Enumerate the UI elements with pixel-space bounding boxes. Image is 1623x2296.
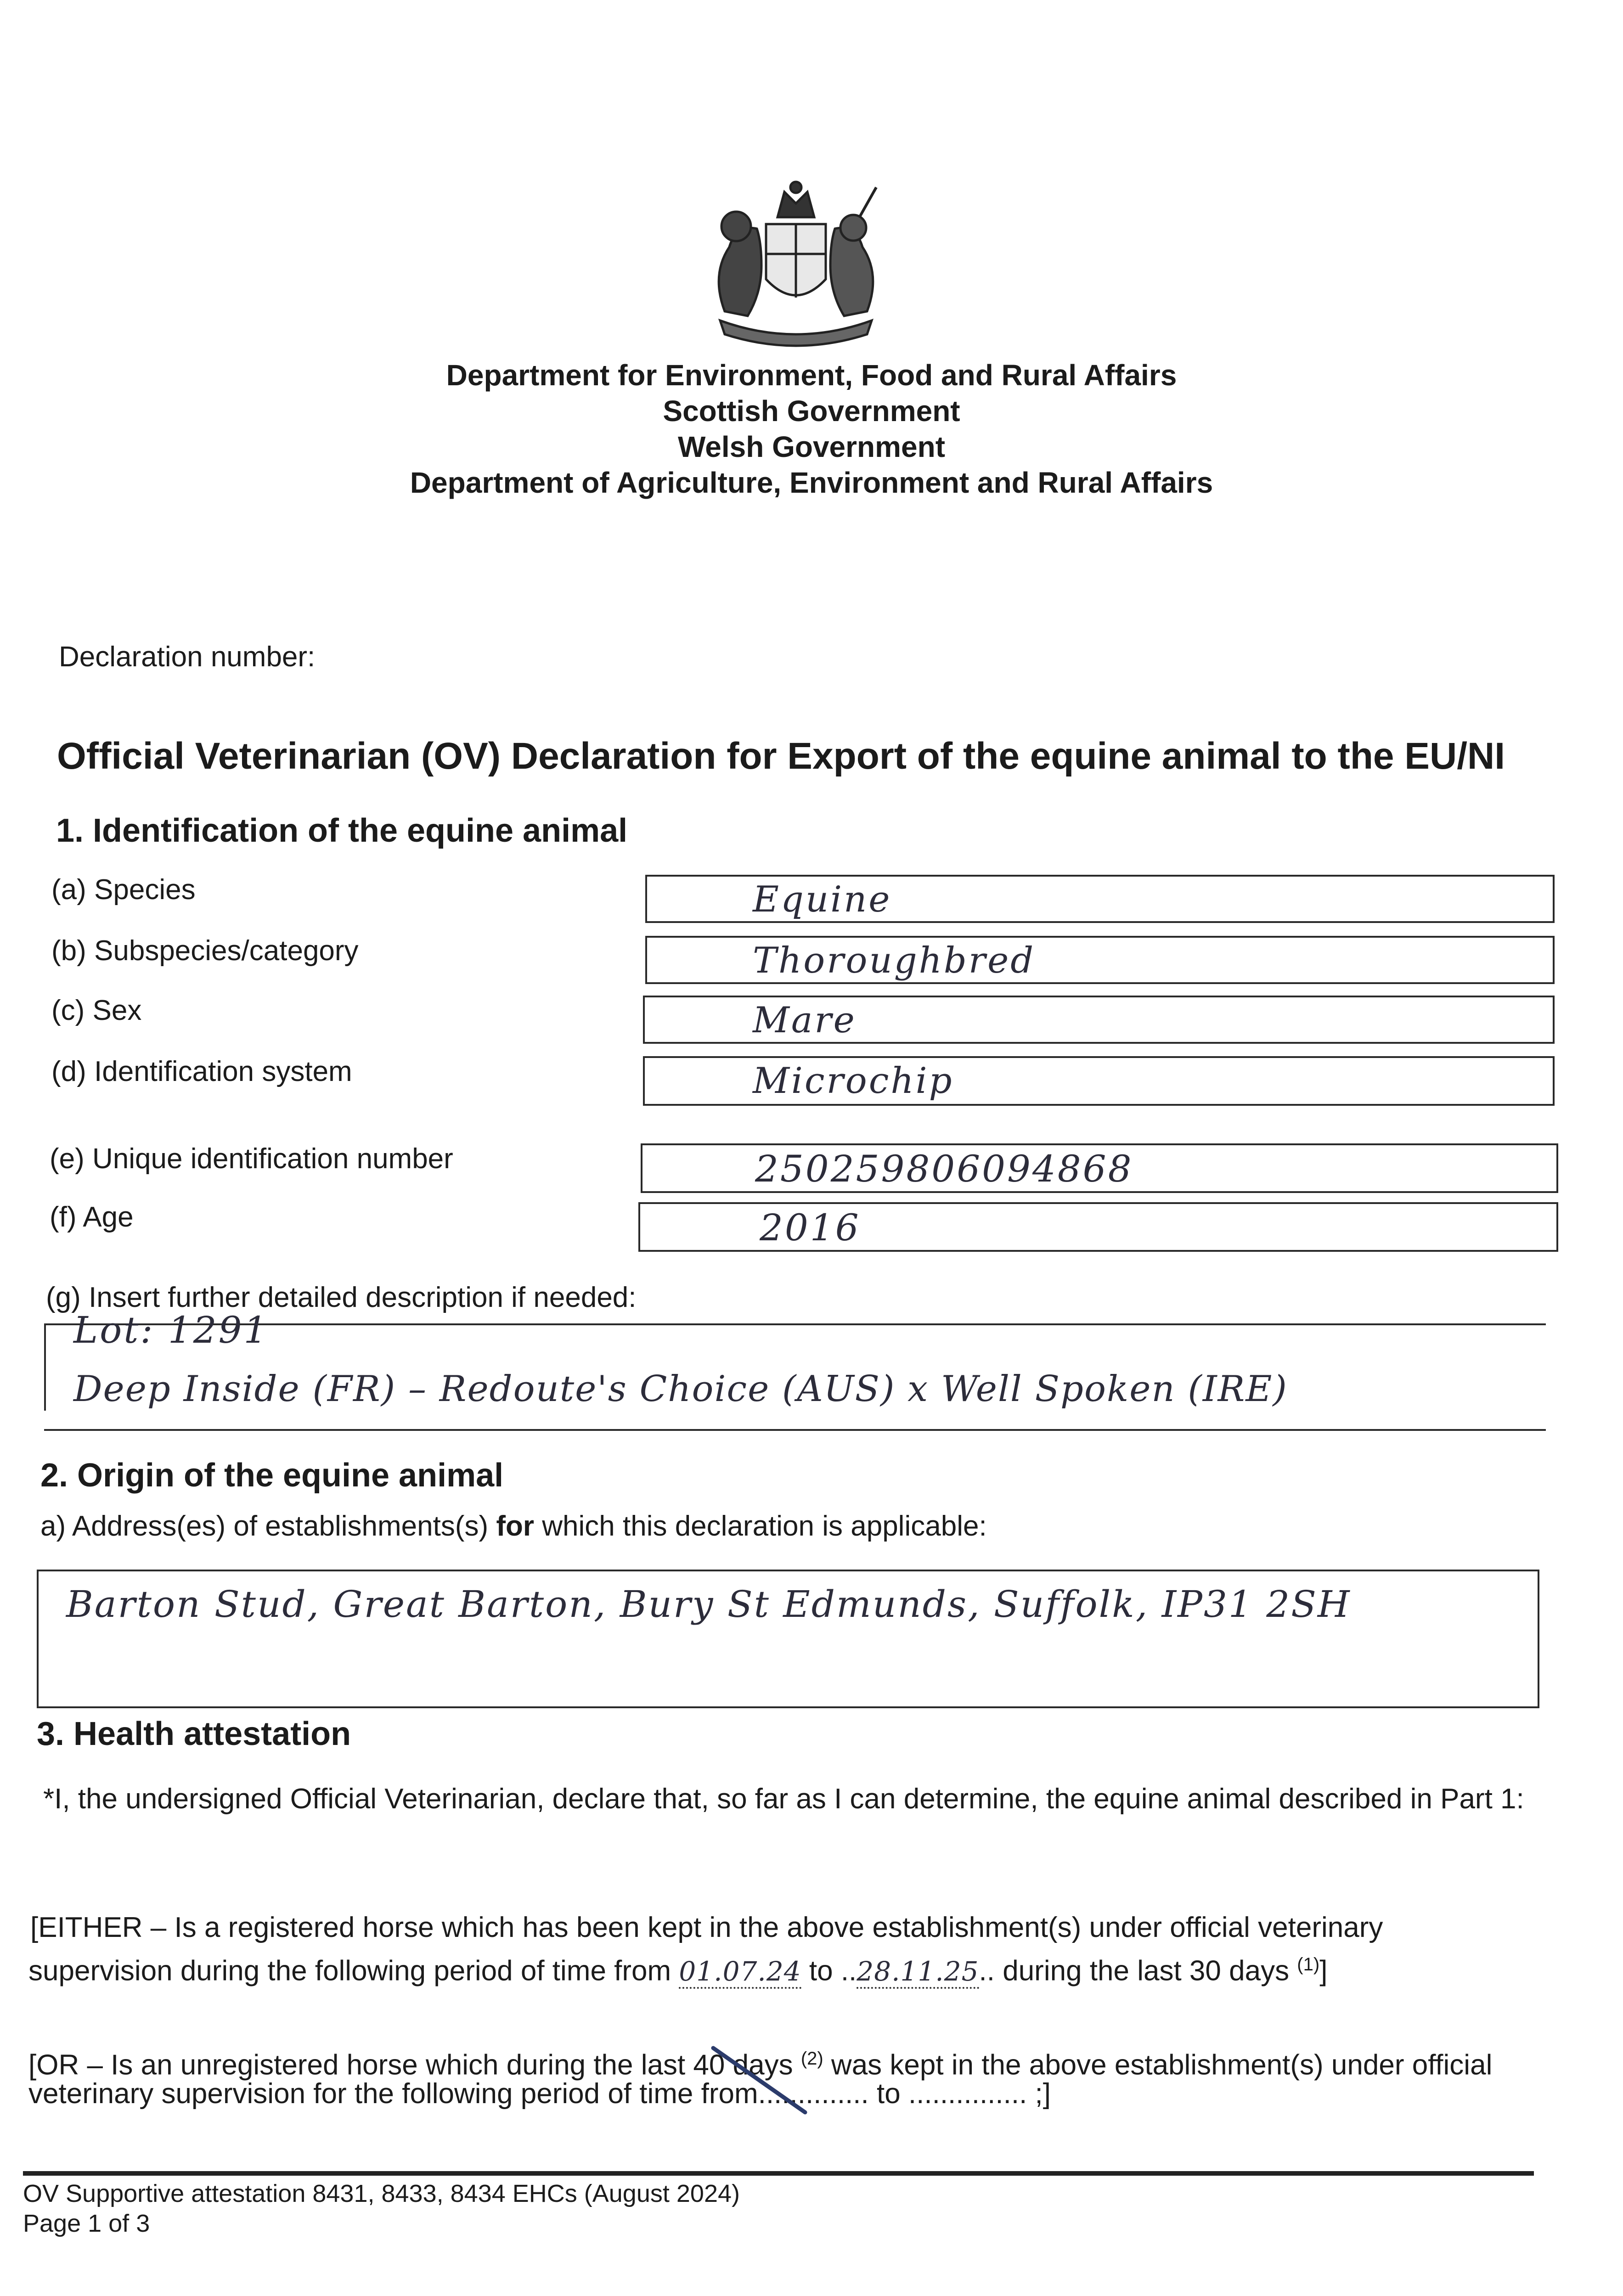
either-to-date[interactable]: 28.11.25 xyxy=(857,1956,979,1989)
unique-id-label: (e) Unique identification number xyxy=(50,1143,453,1175)
org-welsh-government: Welsh Government xyxy=(677,430,946,463)
address-field[interactable] xyxy=(37,1570,1539,1708)
footer-form-reference: OV Supportive attestation 8431, 8433, 8434 EHCs (August 2024) xyxy=(23,2180,740,2207)
further-description-label: (g) Insert further detailed description if needed: xyxy=(46,1282,637,1313)
further-description-rule-bottom xyxy=(44,1429,1546,1431)
sex-label: (c) Sex xyxy=(51,995,142,1026)
lot-number[interactable]: Lot: 1291 xyxy=(73,1309,269,1351)
footer-page-number: Page 1 of 3 xyxy=(23,2210,150,2237)
pen-strike-mark xyxy=(711,2043,821,2117)
subspecies-label: (b) Subspecies/category xyxy=(51,935,359,967)
further-description-rule-top xyxy=(44,1323,1546,1325)
address-value: Barton Stud, Great Barton, Bury St Edmunds, Suffolk, IP31 2SH xyxy=(66,1583,1351,1626)
address-label: a) Address(es) of establishments(s) for which this declaration is applicable: xyxy=(40,1510,987,1542)
either-line-1: [EITHER – Is a registered horse which has been kept in the above establishment(s) under official veterinary xyxy=(30,1912,1383,1943)
subspecies-value: Thoroughbred xyxy=(753,940,1036,981)
section1-heading: 1. Identification of the equine animal xyxy=(56,812,628,849)
identification-system-value: Microchip xyxy=(753,1060,954,1102)
section2-heading: 2. Origin of the equine animal xyxy=(40,1457,504,1494)
org-defra: Department for Environment, Food and Rural Affairs xyxy=(446,359,1177,392)
identification-system-field[interactable] xyxy=(643,1056,1555,1106)
identification-system-label: (d) Identification system xyxy=(51,1056,352,1087)
unique-id-value: 250259806094868 xyxy=(755,1148,1133,1190)
pedigree-description[interactable]: Deep Inside (FR) – Redoute's Choice (AUS) x Well Spoken (IRE) xyxy=(73,1368,1288,1410)
or-line-1: [OR – Is an unregistered horse which during the last 40 days $^{(2)}$ was kept in the above establishment(s) under official xyxy=(28,2048,1493,2081)
subspecies-field[interactable] xyxy=(645,936,1555,984)
age-label: (f) Age xyxy=(50,1201,134,1233)
sex-field[interactable] xyxy=(643,996,1555,1044)
species-field[interactable] xyxy=(645,875,1555,923)
age-field[interactable] xyxy=(638,1202,1558,1252)
either-from-date[interactable]: 01.07.24 xyxy=(679,1956,801,1989)
either-line-2: supervision during the following period of time from 01.07.24 to ..28.11.25.. during the last 30 days $^{(1)}$] xyxy=(28,1947,1544,1989)
species-value: Equine xyxy=(753,879,892,920)
sex-value: Mare xyxy=(753,1000,857,1041)
health-attestation-intro: *I, the undersigned Official Veterinarian, declare that, so far as I can determine, the equine animal described in Part 1: xyxy=(43,1783,1524,1815)
royal-coat-of-arms-icon xyxy=(693,174,899,348)
footer-rule xyxy=(23,2171,1534,2176)
further-description-rule-left xyxy=(44,1323,46,1411)
or-line-2: veterinary supervision for the following period of time from.............. to ............... ;] xyxy=(28,2078,1051,2110)
page-title: Official Veterinarian (OV) Declaration for Export of the equine animal to the EU/NI xyxy=(57,735,1505,777)
org-scottish-government: Scottish Government xyxy=(663,394,960,428)
section3-heading: 3. Health attestation xyxy=(37,1716,351,1752)
age-value: 2016 xyxy=(760,1206,861,1249)
unique-id-field[interactable] xyxy=(641,1143,1558,1193)
species-label: (a) Species xyxy=(51,874,196,906)
org-daera: Department of Agriculture, Environment and Rural Affairs xyxy=(410,466,1213,499)
declaration-number-label: Declaration number: xyxy=(59,641,316,673)
